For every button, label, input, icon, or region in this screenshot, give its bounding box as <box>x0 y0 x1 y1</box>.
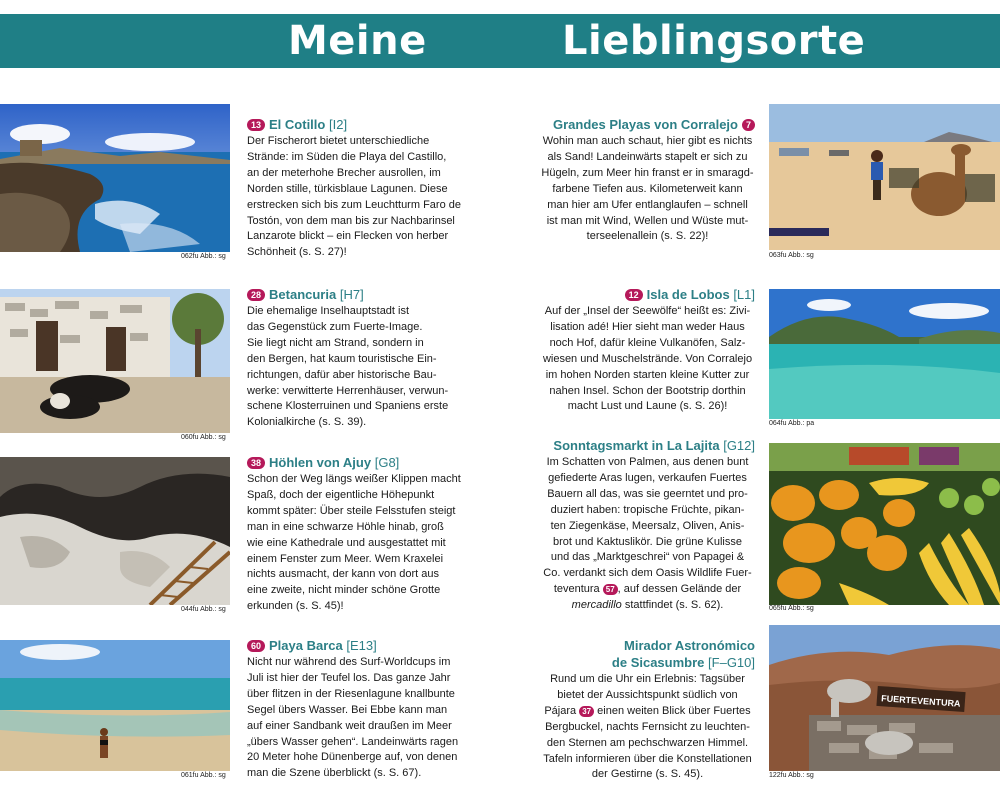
text-line: Juli ist hier der Teufel los. Das ganze Jahr <box>247 671 451 684</box>
entry-mirador-sicasumbre <box>540 638 755 783</box>
text-line: Co. verdankt sich dem Oasis Wildlife Fuer- <box>543 567 752 580</box>
text-line: Schönheit (s. S. 27)! <box>247 246 347 259</box>
text-line: Spaß, doch der eigentliche Höhepunkt <box>247 488 435 501</box>
header-word-lieblingsorte: Lieblingsorte <box>562 18 866 64</box>
text-line: Kolonialkirche (s. S. 39). <box>247 416 367 429</box>
entry-grandes-playas <box>540 117 755 245</box>
entry-el-cotillo <box>247 117 462 261</box>
text-line: Hügeln, zum Meer hin franst er in smaragd- <box>541 166 754 179</box>
entry-text <box>540 134 755 245</box>
text-line: wiesen und Muschelstrände. Von Corralejo <box>542 352 753 365</box>
text-fragment: stattfindet (s. S. 62). <box>621 599 724 612</box>
entry-title: 38 Höhlen von Ajuy [G8] <box>247 455 462 470</box>
text-line: Strände: im Süden die Playa del Castillo, <box>247 150 447 163</box>
text-line: Die ehemalige Inselhauptstadt ist <box>247 305 410 317</box>
text-line: nahen Insel. Schon der Bootstrip dorthin <box>549 384 746 397</box>
text-line: schene Klosterruinen und Spaniens erste <box>247 400 449 413</box>
photo-credit: 061fu Abb.: sg <box>181 772 226 779</box>
photo-credit: 062fu Abb.: sg <box>181 253 226 260</box>
text-line: Lanzarote blickt – ein Flecken von herber <box>247 230 449 243</box>
text-line: Nicht nur während des Surf-Worldcups im <box>247 656 451 668</box>
text-line: macht Lust und Laune (s. S. 26)! <box>567 400 728 413</box>
text-line: nichts ausmacht, der kann von dort aus <box>247 568 439 581</box>
entry-title: 12 Isla de Lobos [L1] <box>540 287 755 302</box>
photo-credit: 065fu Abb.: sg <box>769 605 814 612</box>
text-fragment: teventura <box>553 583 600 596</box>
text-line: über flitzen in der Riesenlagune knallbunte <box>247 687 455 700</box>
location-badge: 38 <box>247 457 265 469</box>
entry-title: Sonntagsmarkt in La Lajita [G12] <box>553 438 755 453</box>
text-line: Tostón, von dem man bis zur Nachbarinsel <box>247 214 455 227</box>
text-line: einem Fenster zum Meer. Wem Kraxelei <box>247 552 444 565</box>
text-line: auf einer Sandbank weit draußen im Meer <box>247 719 452 732</box>
text-fragment: , auf dessen Gelände der <box>617 583 742 596</box>
text-line <box>540 598 755 614</box>
text-line: Auf der „Insel der Seewölfe“ heißt es: Zivi- <box>544 305 751 317</box>
text-line: ten Ziegenkäse, Meersalz, Oliven, Anis- <box>550 519 745 532</box>
entry-text <box>540 455 755 614</box>
photo-credit: 064fu Abb.: pa <box>769 420 815 427</box>
text-line: Segel übers Wasser. Bei Ebbe kann man <box>247 703 448 716</box>
photo-el-cotillo <box>0 104 230 252</box>
photo-playa-barca <box>0 640 230 771</box>
text-line: eine zweite, nicht minder schöne Grotte <box>247 584 441 597</box>
text-line: 20 Meter hohe Dünenberge auf, von denen <box>247 751 458 764</box>
text-fragment: einen weiten Blick über Fuertes <box>594 704 751 717</box>
text-line: Bergbuckel, nachts Fernsicht zu leuchten- <box>545 720 750 733</box>
entry-title: 60 Playa Barca [E13] <box>247 638 462 653</box>
location-badge: 13 <box>247 119 265 131</box>
photo-grandes-playas <box>769 104 1000 250</box>
text-line: terseelenallein (s. S. 22)! <box>586 230 709 243</box>
entry-hoehlen-von-ajuy <box>247 455 462 615</box>
photo-credit: 063fu Abb.: sg <box>769 252 814 259</box>
entry-text <box>247 304 462 431</box>
entry-text <box>540 672 755 783</box>
photo-isla-de-lobos <box>769 289 1000 419</box>
text-line: erstrecken sich bis zum Leuchtturm Faro de <box>247 198 461 211</box>
entry-text <box>540 304 755 415</box>
entry-text <box>247 655 462 782</box>
text-line: Bauern all das, was sie geerntet und pro- <box>547 487 748 500</box>
text-line: kommt später: Über steile Felsstufen steigt <box>247 504 456 517</box>
text-line: Tafeln informieren über die Konstellationen <box>543 752 752 765</box>
photo-credit: 060fu Abb.: sg <box>181 434 226 441</box>
fuerteventura-sign: FUERTEVENTURA <box>880 693 961 709</box>
text-line: richtungen, dafür aber historische Bau- <box>247 368 437 381</box>
text-line: als Sand! Landeinwärts stapelt er sich zu <box>547 150 748 163</box>
text-line: ist man mit Wind, Wellen und Wüste mut- <box>546 214 749 227</box>
text-fragment: Pájara <box>544 704 577 717</box>
text-line: der Gestirne (s. S. 45). <box>591 768 704 781</box>
text-line: wie eine Kathedrale und ausgestattet mit <box>247 536 446 549</box>
location-badge: 12 <box>625 289 643 301</box>
location-badge: 28 <box>247 289 265 301</box>
text-line: Der Fischerort bietet unterschiedliche <box>247 135 430 147</box>
text-line: im hohen Norden starten kleine Kutter zur <box>545 368 750 381</box>
text-line: man in eine schwarze Höhle hinab, groß <box>247 520 444 533</box>
text-line: man die Szene überblickt (s. S. 67). <box>247 767 422 780</box>
location-badge: 37 <box>579 706 594 717</box>
entry-text <box>247 134 462 261</box>
location-badge: 7 <box>742 119 755 131</box>
header-banner <box>0 14 1000 68</box>
text-line: Im Schatten von Palmen, aus denen bunt <box>546 456 749 468</box>
text-line: werke: verwitterte Herrenhäuser, verwun- <box>247 384 449 397</box>
text-line: farbene Tiefen aus. Kilometerweit kann <box>552 182 743 195</box>
header-word-meine: Meine <box>288 18 427 64</box>
entry-playa-barca <box>247 638 462 782</box>
entry-title: Mirador Astronómico <box>624 638 755 653</box>
entry-sonntagsmarkt <box>540 438 755 614</box>
text-line: den Sternen am pechschwarzen Himmel. <box>546 736 749 749</box>
text-line: „übers Wasser gehen“. Landeinwärts ragen <box>247 735 459 748</box>
text-line: bietet der Aussichtspunkt südlich von <box>557 688 738 701</box>
entry-title: 28 Betancuria [H7] <box>247 287 462 302</box>
text-line: lisation adé! Hier sieht man weder Haus <box>550 320 745 333</box>
text-line: brot und Kaktuslikör. Die grüne Kulisse <box>553 535 742 548</box>
text-line: Sie liegt nicht am Strand, sondern in <box>247 336 424 349</box>
text-line <box>540 582 755 598</box>
text-line <box>540 704 755 720</box>
entry-text <box>247 472 462 615</box>
photo-betancuria <box>0 289 230 433</box>
text-line: an der meterhohe Brecher ausrollen, im <box>247 166 441 179</box>
text-line: erkunden (s. S. 45)! <box>247 600 344 613</box>
location-badge: 57 <box>603 584 618 595</box>
photo-credit: 122fu Abb.: sg <box>769 772 814 779</box>
entry-betancuria <box>247 287 462 431</box>
text-line: Wohin man auch schaut, hier gibt es nichts <box>542 135 753 147</box>
text-line: Norden stille, türkisblaue Lagunen. Diese <box>247 182 448 195</box>
photo-hoehlen-von-ajuy <box>0 457 230 605</box>
text-line: man hier am Ufer entlanglaufen – schnell <box>547 198 748 211</box>
text-line: das Gegenstück zum Fuerte-Image. <box>247 320 423 333</box>
text-line: den Bergen, hat kaum touristische Ein- <box>247 352 437 365</box>
location-badge: 60 <box>247 640 265 652</box>
entry-title: 13 El Cotillo [I2] <box>247 117 462 132</box>
photo-credit: 044fu Abb.: sg <box>181 606 226 613</box>
photo-sonntagsmarkt <box>769 443 1000 605</box>
text-line: Rund um die Uhr ein Erlebnis: Tagsüber <box>550 673 745 685</box>
text-line: noch Hof, dafür kleine Vulkanöfen, Salz- <box>549 336 746 349</box>
text-fragment: mercadillo <box>571 599 622 612</box>
entry-isla-de-lobos <box>540 287 755 415</box>
entry-title-line2: de Sicasumbre [F–G10] <box>611 655 755 670</box>
text-line: und das „Marktgeschrei“ von Papagei & <box>550 551 745 564</box>
entry-title: Grandes Playas von Corralejo 7 <box>540 117 755 132</box>
text-line: gefiederte Aras lugen, verkaufen Fuertes <box>548 471 747 484</box>
text-line: duziert haben: tropische Früchte, pikan- <box>550 503 745 516</box>
text-line: Schon der Weg längs weißer Klippen macht <box>247 473 461 485</box>
photo-mirador-sicasumbre <box>769 625 1000 771</box>
